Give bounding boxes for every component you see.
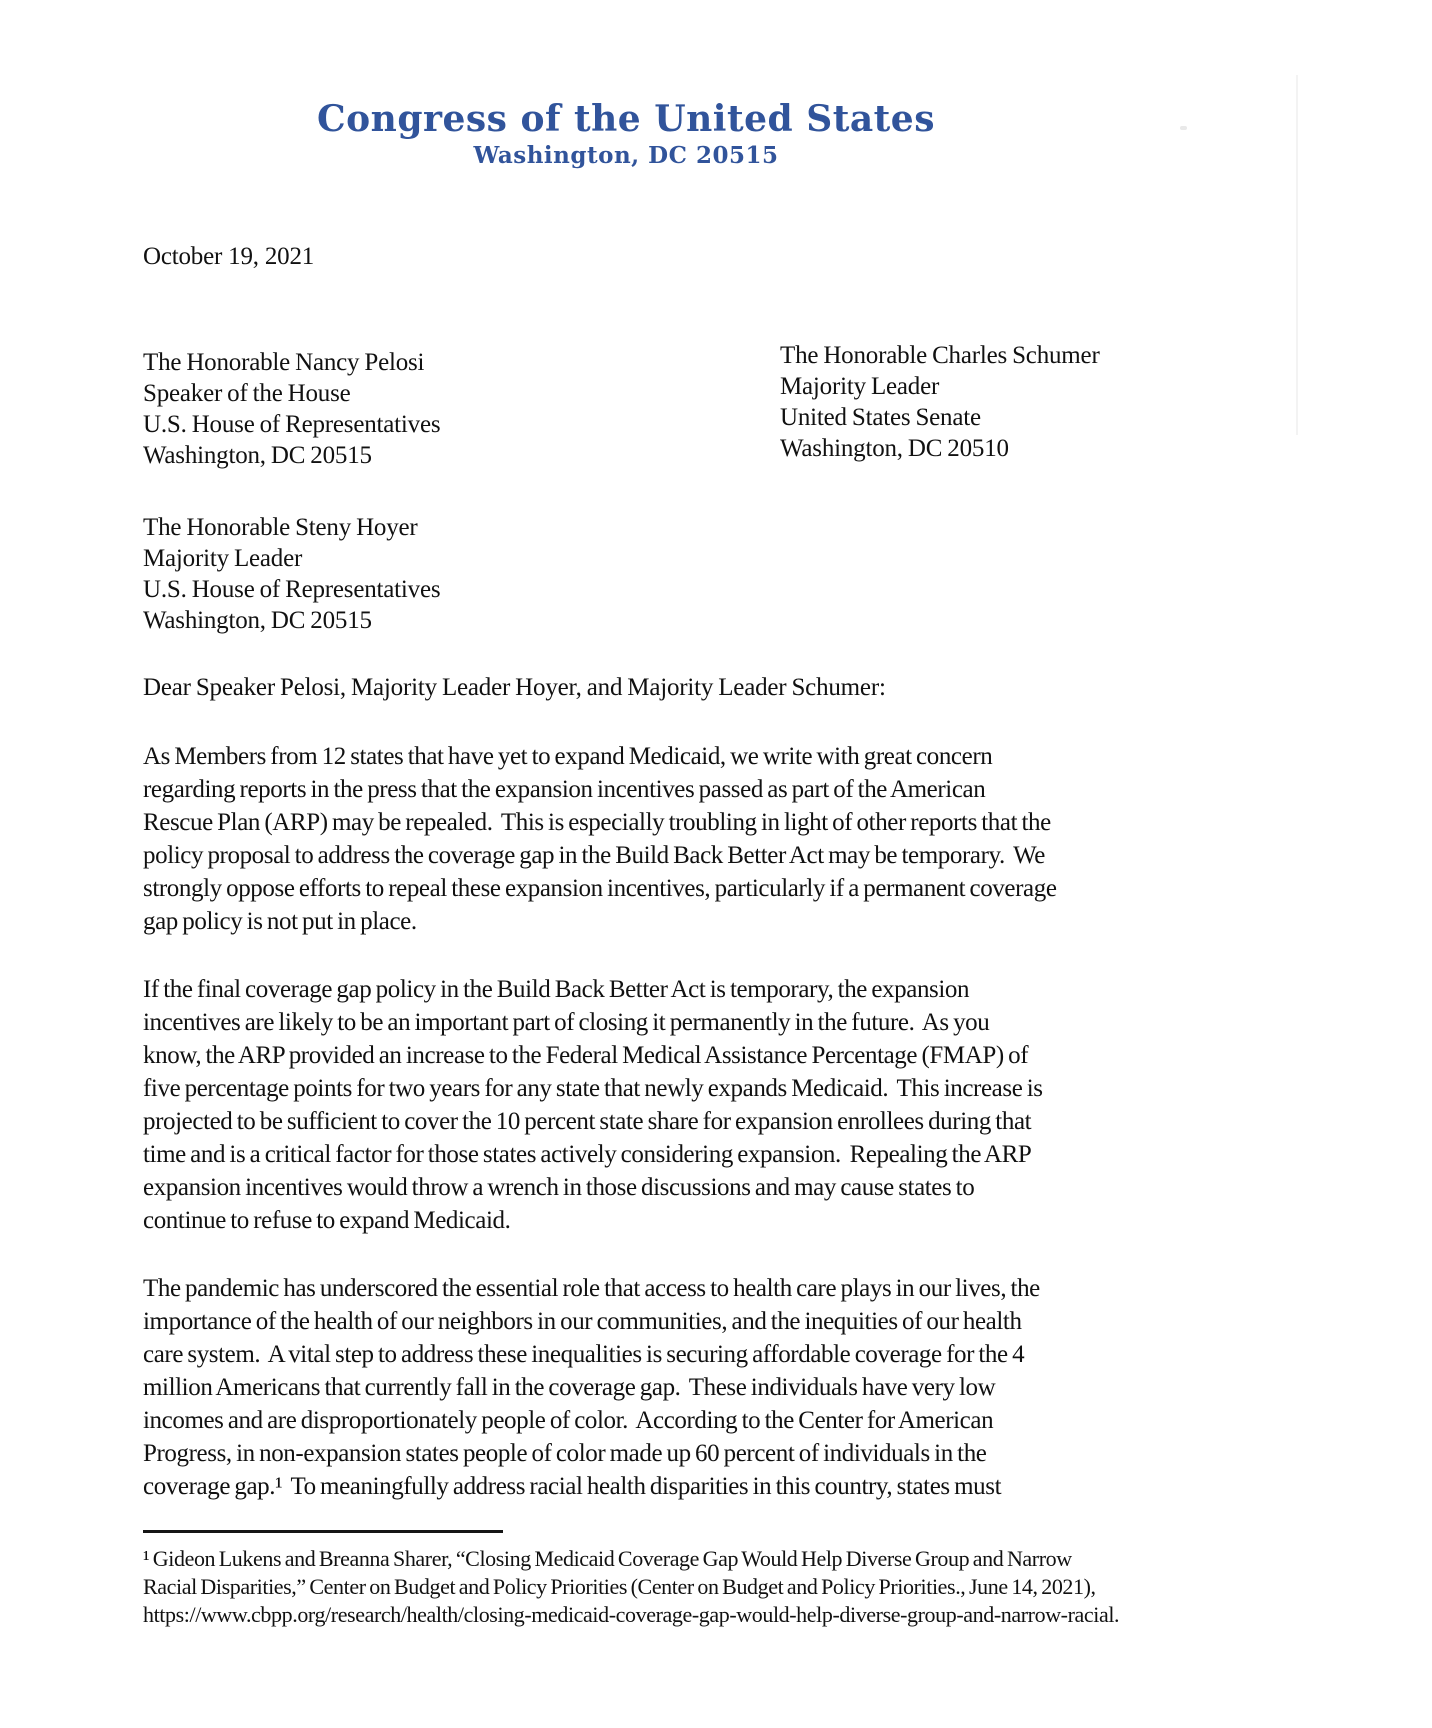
text-line: Speaker of the House <box>143 380 351 407</box>
paragraph-2 <box>143 973 1203 1237</box>
salutation: Dear Speaker Pelosi, Majority Leader Hoyer, and Majority Leader Schumer: <box>143 674 886 701</box>
text-line: The Honorable Nancy Pelosi <box>143 349 425 376</box>
text-line: time and is a critical factor for those states actively considering expansion. Repealing the ARP <box>143 1141 1032 1168</box>
text-line: U.S. House of Representatives <box>143 411 441 438</box>
text-line: Racial Disparities,” Center on Budget and Policy Priorities (Center on Budget and Policy Priorities., June 14, 2021), <box>143 1574 1096 1599</box>
text-line: As Members from 12 states that have yet to expand Medicaid, we write with great concern <box>143 743 993 770</box>
text-line: know, the ARP provided an increase to the Federal Medical Assistance Percentage (FMAP) of <box>143 1042 1029 1069</box>
text-line: The Honorable Charles Schumer <box>780 342 1100 369</box>
text-line: five percentage points for two years for any state that newly expands Medicaid. This increase is <box>143 1075 1043 1102</box>
text-line: care system. A vital step to address these inequalities is securing affordable coverage for the 4 <box>143 1341 1025 1368</box>
letterhead-address: Washington, DC 20515 <box>473 142 779 169</box>
footnote <box>143 1530 1323 1629</box>
text-line: continue to refuse to expand Medicaid. <box>143 1207 511 1234</box>
recipient-block-pelosi <box>143 347 440 471</box>
text-line: ¹ Gideon Lukens and Breanna Sharer, “Closing Medicaid Coverage Gap Would Help Diverse Group and Narrow <box>143 1546 1072 1571</box>
text-line: Washington, DC 20510 <box>780 435 1009 462</box>
text-line: million Americans that currently fall in the coverage gap. These individuals have very low <box>143 1374 996 1401</box>
text-line: Washington, DC 20515 <box>143 442 372 469</box>
footnote-citation <box>143 1545 1323 1629</box>
text-line: Washington, DC 20515 <box>143 607 372 634</box>
text-line: incomes and are disproportionately people of color. According to the Center for American <box>143 1407 994 1434</box>
text-line: projected to be sufficient to cover the 10 percent state share for expansion enrollees during that <box>143 1108 1032 1135</box>
text-line: If the final coverage gap policy in the Build Back Better Act is temporary, the expansion <box>143 976 970 1003</box>
text-line: Rescue Plan (ARP) may be repealed. This is especially troubling in light of other reports that the <box>143 809 1051 836</box>
text-line: U.S. House of Representatives <box>143 576 441 603</box>
text-line: strongly oppose efforts to repeal these expansion incentives, particularly if a permanent coverage <box>143 875 1057 902</box>
text-line: Progress, in non-expansion states people of color made up 60 percent of individuals in the <box>143 1440 987 1467</box>
text-line: Majority Leader <box>780 373 940 400</box>
text-line: policy proposal to address the coverage gap in the Build Back Better Act may be temporary. We <box>143 842 1045 869</box>
recipient-block-schumer <box>780 340 1100 464</box>
paragraph-1 <box>143 740 1203 938</box>
text-line: The pandemic has underscored the essential role that access to health care plays in our lives, the <box>143 1275 1040 1302</box>
recipient-block-hoyer <box>143 512 440 636</box>
text-line: expansion incentives would throw a wrench in those discussions and may cause states to <box>143 1174 975 1201</box>
text-line: The Honorable Steny Hoyer <box>143 514 418 541</box>
paragraph-3 <box>143 1272 1203 1503</box>
scan-artifact-line <box>1296 75 1298 435</box>
text-line: gap policy is not put in place. <box>143 908 417 935</box>
text-line: regarding reports in the press that the expansion incentives passed as part of the American <box>143 776 986 803</box>
text-line: importance of the health of our neighbors in our communities, and the inequities of our health <box>143 1308 1022 1335</box>
footnote-separator <box>143 1530 503 1533</box>
text-line: Majority Leader <box>143 545 303 572</box>
letterhead-title: Congress of the United States <box>317 98 935 140</box>
text-line: United States Senate <box>780 404 981 431</box>
text-line: https://www.cbpp.org/research/health/closing-medicaid-coverage-gap-would-help-diverse-group-and-narrow-racial. <box>143 1602 1120 1627</box>
letter-date: October 19, 2021 <box>143 243 315 270</box>
text-line: coverage gap.¹ To meaningfully address racial health disparities in this country, states must <box>143 1473 1002 1500</box>
letter-body <box>143 740 1203 1538</box>
text-line: incentives are likely to be an important part of closing it permanently in the future. As you <box>143 1009 990 1036</box>
letterhead <box>0 98 1252 169</box>
